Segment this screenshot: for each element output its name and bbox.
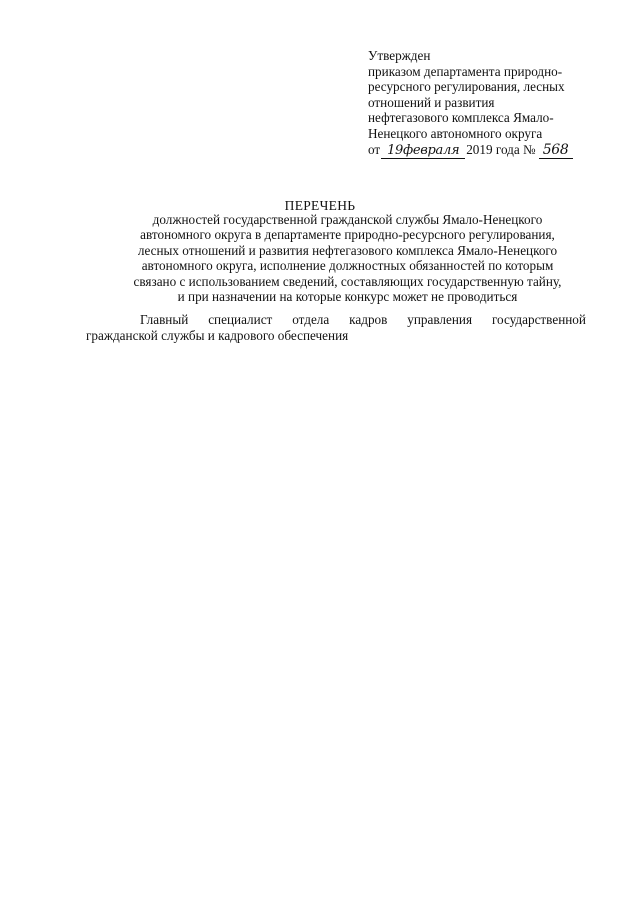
subtitle-line: автономного округа в департаменте природно-ресурсного регулирования, bbox=[140, 227, 555, 243]
entry-word: кадров bbox=[349, 312, 388, 327]
approval-heading: Утвержден bbox=[368, 48, 431, 63]
approval-stamp-block bbox=[368, 48, 618, 159]
entry-line: гражданской службы и кадрового обеспечения bbox=[86, 327, 349, 343]
entry-word: отдела bbox=[292, 312, 330, 327]
approval-line: отношений и развития bbox=[368, 94, 495, 110]
date-prefix: от bbox=[368, 141, 381, 157]
year-text: 2019 года № bbox=[466, 141, 536, 157]
document-title: ПЕРЕЧЕНЬ bbox=[284, 198, 356, 213]
entry-word: Главный bbox=[140, 312, 189, 327]
subtitle-line: лесных отношений и развития нефтегазового комплекса Ямало-Ненецкого bbox=[137, 242, 558, 258]
handwritten-order-number: 568 bbox=[539, 143, 573, 160]
handwritten-date: 19февраля bbox=[381, 143, 465, 160]
subtitle-line: и при назначении на которые конкурс может не проводиться bbox=[177, 289, 518, 305]
approval-line: ресурсного регулирования, лесных bbox=[368, 79, 565, 95]
entry-word: специалист bbox=[208, 312, 273, 327]
entry-word: государственной bbox=[491, 312, 586, 327]
entry-word: управления bbox=[407, 312, 473, 327]
document-subtitle bbox=[100, 212, 595, 304]
approval-line: Ненецкого автономного округа bbox=[368, 125, 543, 141]
entry-line-justified bbox=[86, 312, 586, 328]
subtitle-line: должностей государственной гражданской службы Ямало-Ненецкого bbox=[152, 212, 543, 227]
position-entry bbox=[86, 312, 586, 343]
subtitle-line: связано с использованием сведений, составляющих государственную тайну, bbox=[133, 273, 562, 289]
approval-line: нефтегазового комплекса Ямало- bbox=[368, 110, 554, 126]
approval-date-line bbox=[368, 142, 618, 160]
approval-line: приказом департамента природно- bbox=[368, 63, 563, 79]
subtitle-line: автономного округа, исполнение должностных обязанностей по которым bbox=[141, 258, 554, 274]
